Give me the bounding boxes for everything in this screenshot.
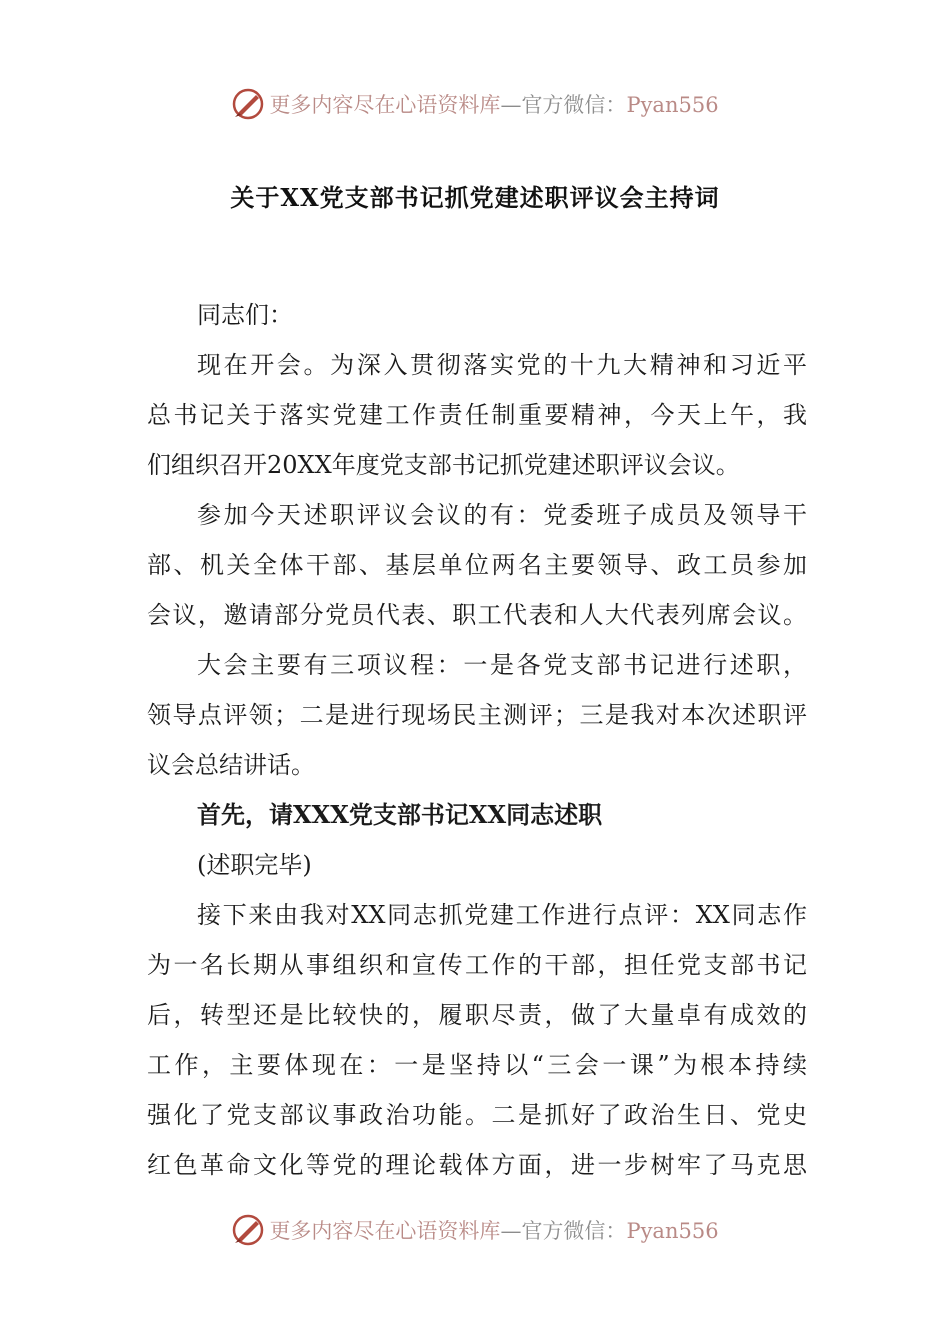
paragraph-line: 后，转型还是比较快的，履职尽责，做了大量卓有成效的 — [147, 1001, 807, 1029]
paragraph-line: 总书记关于落实党建工作责任制重要精神，今天上午，我 — [147, 401, 807, 429]
watermark-dash: — — [500, 1219, 522, 1243]
document-title: 关于XX党支部书记抓党建述职评议会主持词 — [230, 183, 720, 212]
watermark-main: 更多内容尽在心语资料库 — [269, 1219, 501, 1243]
watermark-official: 官方微信： — [521, 93, 627, 117]
paragraph-line: 参加今天述职评议会议的有：党委班子成员及领导干 — [197, 501, 807, 529]
paragraph-line: 接下来由我对XX同志抓党建工作进行点评：XX同志作 — [197, 901, 807, 929]
paragraph-line: 大会主要有三项议程：一是各党支部书记进行述职， — [197, 651, 807, 679]
watermark-dash: — — [500, 93, 522, 117]
watermark-main: 更多内容尽在心语资料库 — [269, 93, 501, 117]
paragraph-line: 强化了党支部议事政治功能。二是抓好了政治生日、党史 — [147, 1101, 807, 1129]
section-heading: 首先，请XXX党支部书记XX同志述职 — [197, 800, 603, 829]
watermark-text — [269, 89, 718, 119]
watermark-text — [269, 1215, 718, 1245]
watermark-wechat-id: Pyan556 — [626, 93, 719, 117]
paragraph-line: 们组织召开20XX年度党支部书记抓党建述职评议会议。 — [147, 451, 740, 479]
salutation: 同志们： — [197, 301, 293, 329]
paragraph-line: 议会总结讲话。 — [147, 751, 315, 779]
pen-logo-icon — [231, 87, 265, 121]
footer-watermark — [0, 1210, 950, 1250]
header-watermark — [0, 84, 950, 124]
paragraph-line: 红色革命文化等党的理论载体方面，进一步树牢了马克思 — [147, 1151, 807, 1179]
paragraph-line: 工作，主要体现在：一是坚持以“三会一课”为根本持续 — [147, 1051, 807, 1079]
pen-logo-icon — [231, 1213, 265, 1247]
paragraph-line: 为一名长期从事组织和宣传工作的干部，担任党支部书记 — [147, 951, 807, 979]
paragraph-line: (述职完毕) — [197, 851, 312, 879]
watermark-official: 官方微信： — [521, 1219, 627, 1243]
watermark-wechat-id: Pyan556 — [626, 1219, 719, 1243]
paragraph-line: 领导点评领；二是进行现场民主测评；三是我对本次述职评 — [147, 701, 807, 729]
paragraph-line: 现在开会。为深入贯彻落实党的十九大精神和习近平 — [197, 351, 807, 379]
paragraph-line: 会议，邀请部分党员代表、职工代表和人大代表列席会议。 — [147, 601, 807, 629]
paragraph-line: 部、机关全体干部、基层单位两名主要领导、政工员参加 — [147, 551, 807, 579]
